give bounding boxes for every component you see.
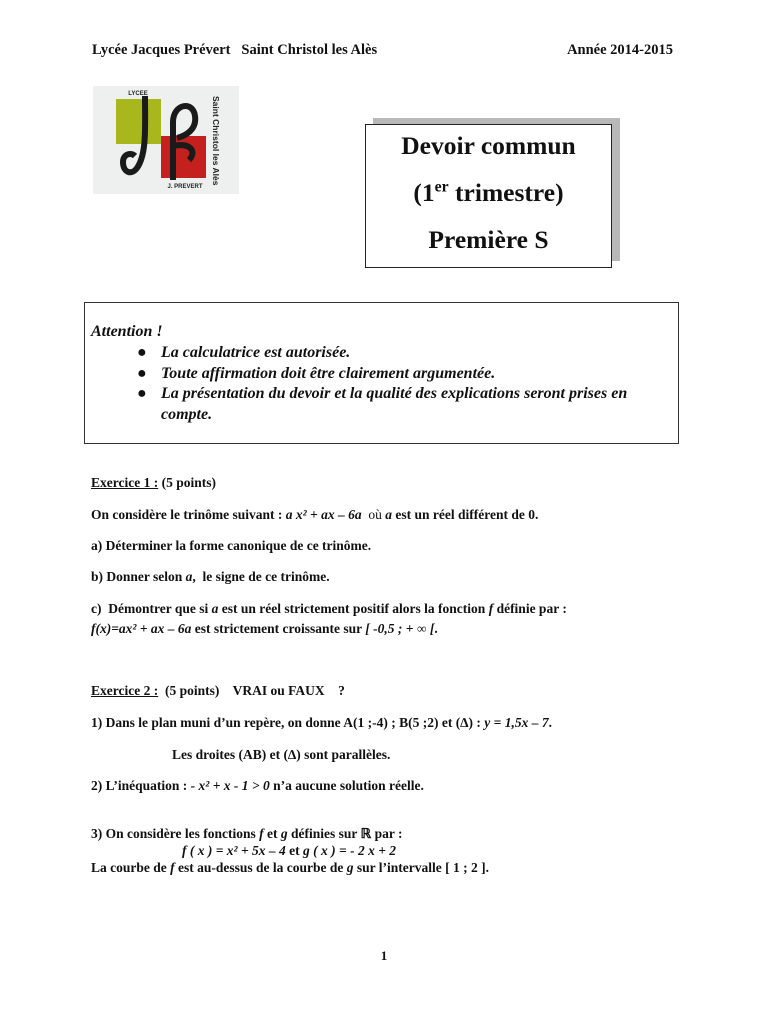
- logo-green-square: [116, 99, 161, 144]
- exercise-2-item-1: [91, 715, 552, 731]
- title-line-2: [366, 178, 611, 208]
- instructions-box: [84, 302, 679, 444]
- title-line-1: Devoir commun: [401, 131, 576, 160]
- exercise-1-question-c-cont: [91, 621, 438, 637]
- exercise-1-title: Exercice 1 :: [91, 475, 159, 490]
- school-logo-graphic: [93, 86, 239, 194]
- text-run: définies sur ℝ par :: [287, 826, 403, 841]
- bullet-icon: ●: [137, 364, 147, 382]
- exercise-1-points: (5 points): [158, 475, 216, 490]
- title-box: [365, 124, 612, 268]
- instruction-item: [135, 343, 663, 364]
- math-expression: f(x)=ax² + ax – 6a: [91, 621, 192, 636]
- text-run: 1) Dans le plan muni d’un repère, on donne A(1 ;-4) ; B(5 ;2) et (∆) :: [91, 715, 485, 730]
- text-run: .: [434, 621, 438, 636]
- exercise-2-title: Exercice 2 :: [91, 683, 159, 698]
- bullet-icon: ●: [137, 344, 147, 361]
- math-expression: g ( x ) = - 2 x + 2: [303, 843, 397, 858]
- math-expression: a: [211, 601, 219, 616]
- school-logo: [93, 86, 239, 194]
- text-run: .: [548, 715, 552, 730]
- text-run: et: [285, 843, 304, 858]
- exercise-2-item-3-functions: [182, 843, 396, 859]
- logo-bottom-text: J. PREVERT: [167, 184, 203, 190]
- logo-side-text: Saint Christol les Alès: [211, 96, 221, 186]
- text-run: et: [263, 826, 281, 841]
- instruction-text: Toute affirmation doit être clairement argumentée.: [161, 364, 496, 382]
- title-line-2-post: trimestre): [448, 178, 564, 207]
- exercise-1-question-c: [91, 601, 567, 617]
- text-run: , le signe de ce trinôme.: [192, 569, 330, 584]
- exercise-2-item-3: [91, 826, 402, 842]
- text-run: a) Déterminer la forme canonique de ce trinôme.: [91, 538, 372, 553]
- page-number: 1: [380, 948, 388, 963]
- exercise-1-question-a: [91, 538, 371, 554]
- header-school: Lycée Jacques Prévert Saint Christol les Alès: [92, 42, 378, 58]
- text-run: où: [361, 507, 386, 522]
- math-expression: g: [280, 826, 288, 841]
- title-line-2-pre: (1: [413, 178, 435, 207]
- exercise-2-heading: [91, 683, 345, 699]
- math-expression: f: [488, 601, 494, 616]
- instruction-item: [135, 364, 663, 385]
- instructions-title: Attention !: [91, 323, 163, 340]
- text-run: sur l’intervalle [ 1 ; 2 ].: [353, 860, 489, 875]
- math-expression: [ -0,5 ; + ∞ [: [365, 621, 435, 636]
- math-expression: a: [385, 507, 392, 522]
- text-run: On considère le trinôme suivant :: [91, 507, 286, 522]
- text-run: La courbe de: [91, 860, 171, 875]
- math-expression: f ( x ) = x² + 5x – 4: [182, 843, 286, 858]
- math-expression: a x² + ax – 6a: [285, 507, 362, 522]
- text-run: 2) L’inéquation :: [91, 778, 191, 793]
- exercise-1-question-b: [91, 569, 330, 585]
- math-expression: g: [346, 860, 354, 875]
- exercise-1-line: [91, 507, 538, 523]
- instruction-item: [135, 384, 663, 425]
- math-expression: a: [185, 569, 193, 584]
- instruction-text: La calculatrice est autorisée.: [161, 344, 351, 361]
- text-run: n’a aucune solution réelle.: [269, 778, 424, 793]
- math-expression: f: [259, 826, 264, 841]
- math-expression: y = 1,5x – 7: [484, 715, 549, 730]
- instruction-text: La présentation du devoir et la qualité des explications seront prises en compte.: [161, 385, 628, 423]
- exercise-2-item-2: [91, 778, 424, 794]
- instructions-list: [135, 343, 663, 425]
- bullet-icon: ●: [137, 385, 147, 402]
- text-run: est un réel strictement positif alors la fonction: [218, 601, 489, 616]
- text-run: Les droites (AB) et (∆) sont parallèles.: [172, 747, 391, 762]
- logo-top-text: LYCEE: [128, 91, 148, 97]
- text-run: est strictement croissante sur: [191, 621, 366, 636]
- exercise-1-heading: [91, 475, 216, 491]
- exercise-2-item-1-statement: [172, 747, 390, 763]
- exercise-2-points: (5 points) VRAI ou FAUX ?: [158, 683, 345, 698]
- exercise-2-item-3-statement: [91, 860, 489, 876]
- text-run: est un réel différent de 0.: [392, 507, 539, 522]
- text-run: est au-dessus de la courbe de: [174, 860, 347, 875]
- text-run: 3) On considère les fonctions: [91, 826, 260, 841]
- title-line-3: Première S: [428, 225, 549, 254]
- text-run: définie par :: [493, 601, 567, 616]
- header-year: Année 2014-2015: [567, 42, 673, 58]
- math-expression: - x² + x - 1 > 0: [190, 778, 270, 793]
- title-line-2-sup: er: [434, 178, 449, 196]
- math-expression: f: [170, 860, 175, 875]
- text-run: b) Donner selon: [91, 569, 186, 584]
- text-run: c) Démontrer que si: [91, 601, 212, 616]
